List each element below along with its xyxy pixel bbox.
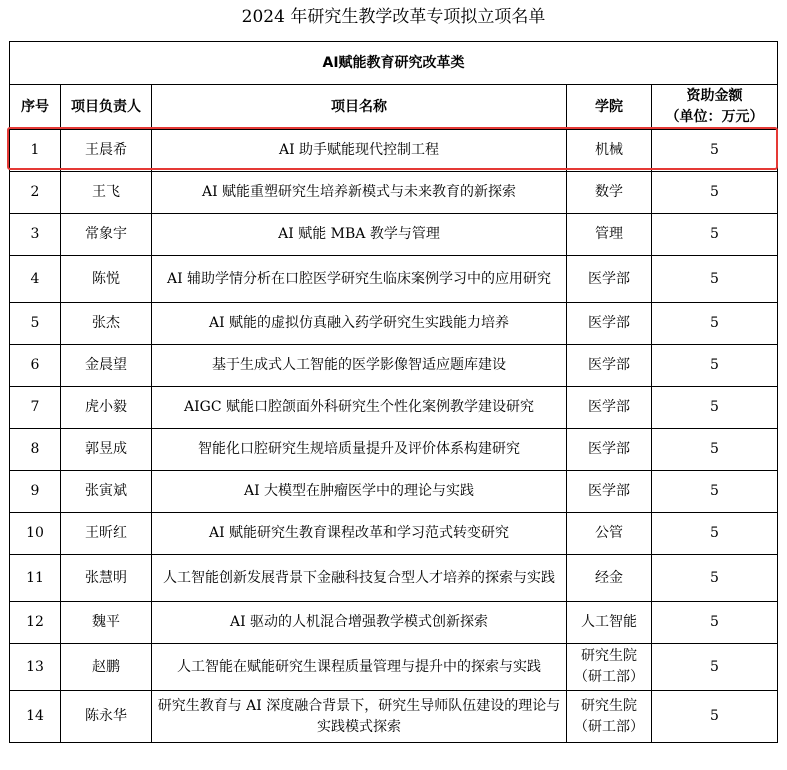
table-row [10,691,778,743]
cell-amount: 5 [652,429,778,471]
cell-index: 1 [10,130,61,172]
cell-project: AI 大模型在肿瘤医学中的理论与实践 [152,471,567,513]
column-header-amount [652,85,778,130]
cell-amount: 5 [652,691,778,743]
column-header-row [10,85,778,130]
cell-leader: 陈悦 [61,256,152,303]
cell-amount: 5 [652,513,778,555]
cell-college: 人工智能 [567,602,652,644]
cell-leader: 魏平 [61,602,152,644]
cell-leader: 金晨望 [61,345,152,387]
cell-project: AI 赋能重塑研究生培养新模式与未来教育的新探索 [152,172,567,214]
cell-project: AI 助手赋能现代控制工程 [152,130,567,172]
cell-college: 医学部 [567,345,652,387]
table-row [10,429,778,471]
column-header-index: 序号 [10,85,61,130]
cell-amount: 5 [652,130,778,172]
cell-college: 机械 [567,130,652,172]
cell-college: 研究生院（研工部） [567,644,652,691]
table-row [10,644,778,691]
cell-leader: 张慧明 [61,555,152,602]
table-row [10,471,778,513]
table-row [10,130,778,172]
cell-project: AI 赋能研究生教育课程改革和学习范式转变研究 [152,513,567,555]
cell-index: 12 [10,602,61,644]
table-row [10,172,778,214]
cell-college: 管理 [567,214,652,256]
cell-leader: 张杰 [61,303,152,345]
cell-project: 智能化口腔研究生规培质量提升及评价体系构建研究 [152,429,567,471]
cell-amount: 5 [652,214,778,256]
cell-project: 人工智能创新发展背景下金融科技复合型人才培养的探索与实践 [152,555,567,602]
table-row [10,602,778,644]
table-row [10,387,778,429]
cell-index: 4 [10,256,61,303]
cell-leader: 王飞 [61,172,152,214]
cell-index: 13 [10,644,61,691]
cell-college: 医学部 [567,471,652,513]
cell-project: AIGC 赋能口腔颌面外科研究生个性化案例教学建设研究 [152,387,567,429]
cell-index: 2 [10,172,61,214]
table-row [10,214,778,256]
cell-leader: 王昕红 [61,513,152,555]
cell-leader: 赵鹏 [61,644,152,691]
cell-amount: 5 [652,256,778,303]
cell-leader: 虎小毅 [61,387,152,429]
cell-amount: 5 [652,602,778,644]
cell-leader: 陈永华 [61,691,152,743]
table-row [10,513,778,555]
section-header-row [10,42,778,85]
cell-index: 3 [10,214,61,256]
section-title: AI赋能教育研究改革类 [10,42,778,85]
cell-amount: 5 [652,387,778,429]
cell-index: 11 [10,555,61,602]
cell-college: 数学 [567,172,652,214]
table-row [10,345,778,387]
page-title: 2024 年研究生教学改革专项拟立项名单 [241,7,546,27]
table-row [10,555,778,602]
cell-amount: 5 [652,644,778,691]
cell-index: 10 [10,513,61,555]
cell-index: 6 [10,345,61,387]
cell-index: 8 [10,429,61,471]
cell-college: 医学部 [567,387,652,429]
cell-leader: 常象宇 [61,214,152,256]
column-header-leader: 项目负责人 [61,85,152,130]
cell-project: AI 辅助学情分析在口腔医学研究生临床案例学习中的应用研究 [152,256,567,303]
cell-college: 医学部 [567,429,652,471]
cell-project: 研究生教育与 AI 深度融合背景下，研究生导师队伍建设的理论与实践模式探索 [152,691,567,743]
column-header-amount-line2: （单位：万元） [665,109,764,125]
cell-project: AI 驱动的人机混合增强教学模式创新探索 [152,602,567,644]
column-header-amount-line1: 资助金额 [686,88,743,104]
cell-leader: 郭昱成 [61,429,152,471]
cell-amount: 5 [652,303,778,345]
cell-amount: 5 [652,555,778,602]
cell-index: 5 [10,303,61,345]
cell-index: 7 [10,387,61,429]
cell-amount: 5 [652,345,778,387]
cell-amount: 5 [652,471,778,513]
cell-leader: 张寅斌 [61,471,152,513]
project-table [9,41,778,743]
cell-index: 14 [10,691,61,743]
table-row [10,256,778,303]
table-row [10,303,778,345]
cell-project: 基于生成式人工智能的医学影像智适应题库建设 [152,345,567,387]
cell-college: 医学部 [567,303,652,345]
column-header-project: 项目名称 [152,85,567,130]
cell-college: 医学部 [567,256,652,303]
cell-amount: 5 [652,172,778,214]
cell-college: 经金 [567,555,652,602]
cell-index: 9 [10,471,61,513]
column-header-college: 学院 [567,85,652,130]
cell-project: AI 赋能 MBA 教学与管理 [152,214,567,256]
cell-project: AI 赋能的虚拟仿真融入药学研究生实践能力培养 [152,303,567,345]
cell-project: 人工智能在赋能研究生课程质量管理与提升中的探索与实践 [152,644,567,691]
cell-college: 研究生院（研工部） [567,691,652,743]
cell-leader: 王晨希 [61,130,152,172]
cell-college: 公管 [567,513,652,555]
